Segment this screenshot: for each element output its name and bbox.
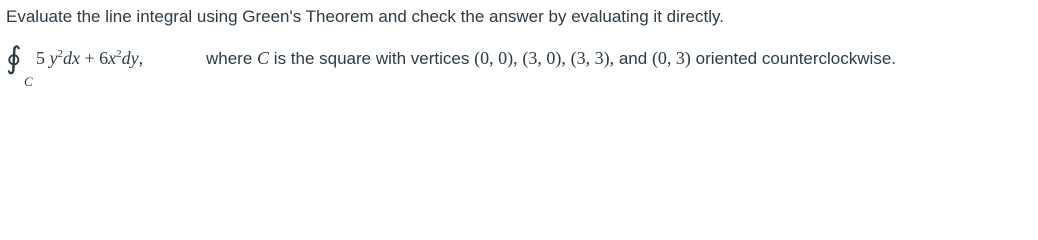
is-text: is the square with vertices (273, 49, 470, 68)
term2-variable: x (108, 48, 117, 68)
contour-integral (6, 42, 34, 92)
term2-exponent: 2 (116, 48, 122, 60)
vertex-2: (3, 0), (522, 48, 566, 68)
curve-description (206, 48, 896, 69)
term1-exponent: 2 (57, 48, 63, 60)
term2-differential: dy (121, 48, 139, 68)
integral-expression-line (6, 42, 1036, 92)
integrand-comma: , (138, 48, 144, 68)
term1-coefficient: 5 (36, 48, 45, 68)
vertex-1: (0, 0), (474, 48, 518, 68)
instruction-text: Evaluate the line integral using Green's Theorem and check the answer by evaluating it directly. (6, 7, 724, 26)
term2-coefficient: 6 (99, 48, 109, 68)
integrand (36, 48, 143, 69)
vertex-3: (3, 3), (570, 48, 615, 68)
plus-sign: + (84, 48, 95, 68)
vertex-4: (0, 3) (651, 48, 691, 68)
contour-integral-icon: ∮ (6, 41, 22, 76)
term1-variable: y (49, 48, 58, 68)
integral-subscript: C (24, 74, 33, 89)
term1-differential: dx (63, 48, 80, 68)
problem-statement (0, 0, 1038, 107)
and-text: and (618, 49, 648, 68)
where-text: where (206, 49, 253, 68)
orientation-text: oriented counterclockwise. (695, 49, 896, 68)
curve-variable: C (257, 48, 270, 68)
